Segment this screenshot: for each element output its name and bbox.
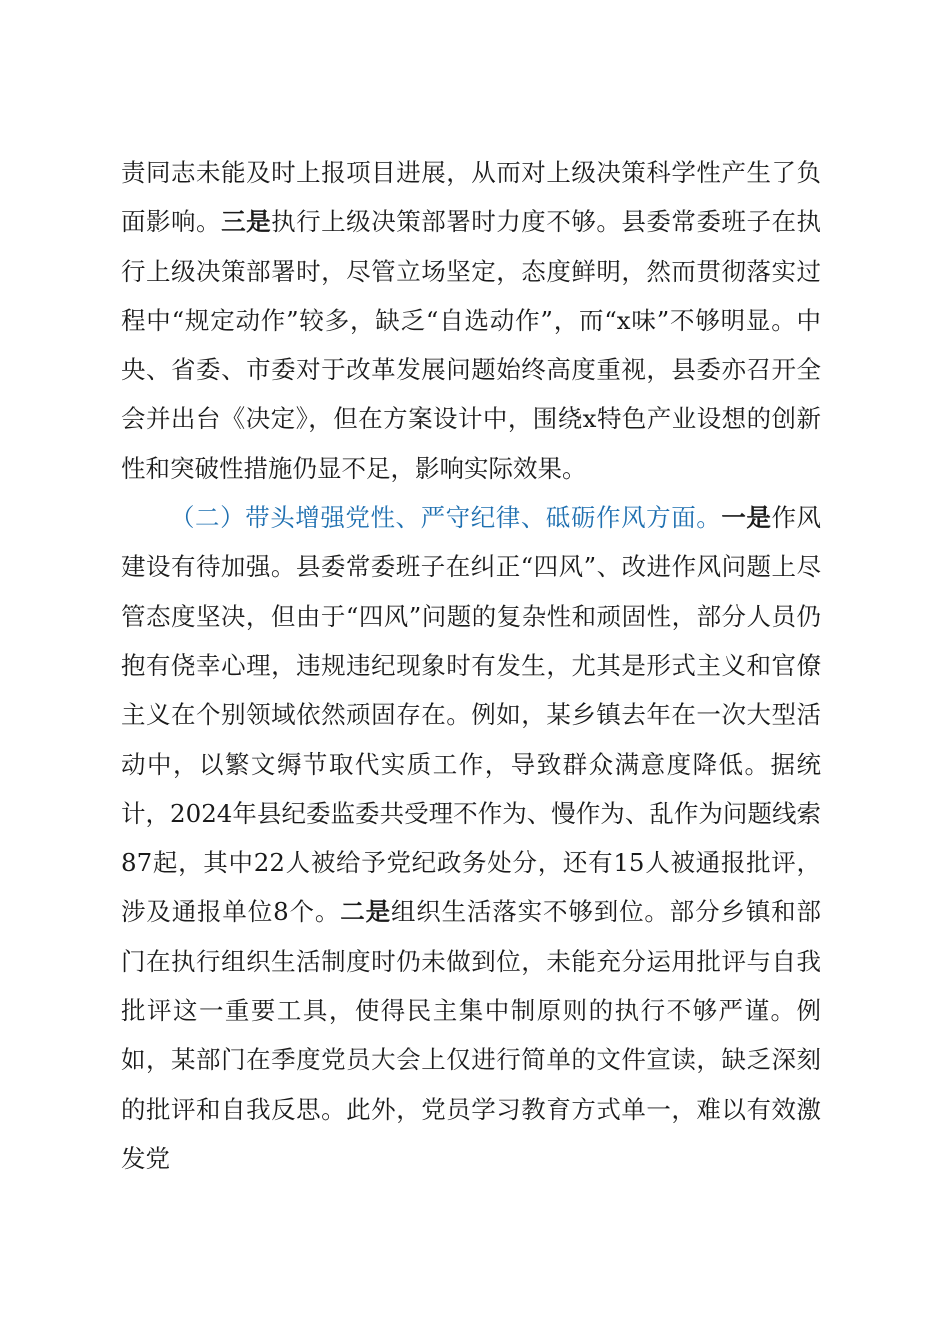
paragraph-1: [121, 148, 821, 493]
paragraph-1-run-1: 责同志未能及时上报项目进展，从而对上级决策科学性产生了负面影响。: [121, 158, 821, 237]
point-one-marker: 一是: [721, 503, 772, 533]
point-three-marker: 三是: [221, 207, 272, 237]
paragraph-1-run-3: 执行上级决策部署时力度不够。县委常委班子在执行上级决策部署时，尽管立场坚定，态度鲜明，然而贯彻落实过程中“规定动作”较多，缺乏“自选动作”，而“x味”不够明显。中央、省委、市委对于改革发展问题始终高度重视，县委亦召开全会并出台《决定》，但在方案设计中，围绕x特色产业设想的创新性和突破性措施仍显不足，影响实际效果。: [121, 207, 822, 483]
section-heading: （二）带头增强党性、严守纪律、砥砺作风方面。: [170, 503, 722, 533]
paragraph-2: [121, 493, 821, 1183]
point-two-marker: 二是: [340, 897, 391, 927]
paragraph-2-run-5: 组织生活落实不够到位。部分乡镇和部门在执行组织生活制度时仍未做到位，未能充分运用批评与自我批评这一重要工具，使得民主集中制原则的执行不够严谨。例如，某部门在季度党员大会上仅进行简单的文件宣读，缺乏深刻的批评和自我反思。此外，党员学习教育方式单一，难以有效激发党: [121, 897, 822, 1173]
body-text: [121, 148, 821, 1183]
paragraph-2-run-3: 作风建设有待加强。县委常委班子在纠正“四风”、改进作风问题上尽管态度坚决，但由于“四风”问题的复杂性和顽固性，部分人员仍抱有侥幸心理，违规违纪现象时有发生，尤其是形式主义和官僚主义在个别领域依然顽固存在。例如，某乡镇去年在一次大型活动中，以繁文缛节取代实质工作，导致群众满意度降低。据统计，2024年县纪委监委共受理不作为、慢作为、乱作为问题线索87起，其中22人被给予党纪政务处分，还有15人被通报批评，涉及通报单位8个。: [121, 503, 822, 927]
